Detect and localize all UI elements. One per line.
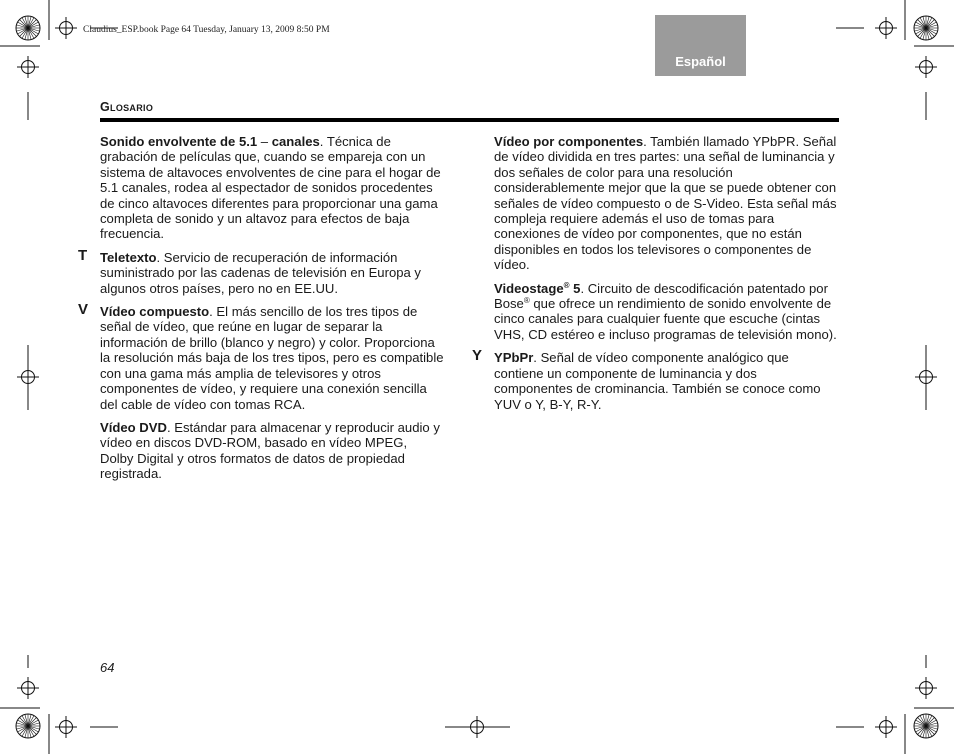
entry-text: . Técnica de grabación de películas que, cuando se empareja con un sistema de altavoces envolventes de cine para el hogar de 5.1 canales, rodea al espectador de sonidos procedentes de cinco altavoces diferentes para proporcionar una gama completa de sonido y un altavoz para efectos de baja frecuencia. [100,134,441,242]
entry-text: . Señal de vídeo componente analógico que contiene un componente de luminancia y dos componentes de crominancia. También se conoce como YUV o Y, B-Y, R-Y. [494,350,821,412]
entry-text: . Estándar para almacenar y reproducir audio y vídeo en discos DVD-ROM, basado en vídeo MPEG, Dolby Digital y otros formatos de datos de propiedad registrada. [100,419,440,482]
entry-term: Vídeo DVD [100,419,167,435]
glossary-entry-video-compuesto [78,301,444,412]
header-rule [100,118,839,122]
glossary-entry-video-componentes [494,134,839,273]
entry-term: Vídeo por componentes [494,134,644,149]
left-column [78,134,444,490]
registered-mark: ® [523,296,530,306]
section-letter-t: T [78,246,88,264]
entry-text: . El más sencillo de los tres tipos de señal de vídeo, que reúne en lugar de separar la información de brillo (blanco y negro) y color. Proporciona la resolución más baja de los tres tipos, pero es compatible con una gama más amplia de televisores y otros componentes de vídeo, y requiere una conexión sencilla del cable de vídeo con tomas RCA. [100,304,444,412]
entry-term: Videostage® 5 [494,280,581,296]
section-letter-y: Y [472,347,483,365]
page-number: 64 [100,660,115,675]
entry-term: Vídeo compuesto [100,304,210,320]
book-info: Claudius_ESP.book Page 64 Tuesday, January 13, 2009 8:50 PM [83,25,330,35]
entry-text-cont: que ofrece un rendimiento de sonido envolvente de cinco canales para cualquier fuente que escuche (cintas VHS, CD estéreo e incluso programas de televisión mono). [494,296,837,342]
glossary-entry-video-dvd [100,420,444,482]
entry-term-2: canales [271,134,320,149]
glossary-entry-ypbpr [472,347,839,412]
entry-term: YPbPr [494,350,534,366]
language-tab-label: Español [675,54,726,69]
section-letter-v: V [78,301,89,319]
right-column [472,134,839,420]
registered-mark: ® [563,280,570,290]
language-tab[interactable] [655,15,746,76]
entry-term: Teletexto [100,249,157,265]
glossary-entry-sonido: Sonido envolvente de 5.1 – canales. Técnica de grabación de películas que, cuando se empareja con un sistema de altavoces envolventes de cine para el hogar de 5.1 canales, rodea al espectador de sonidos procedentes de cinco altavoces diferentes para proporcionar una gama completa de sonido y un altavoz para efectos de baja frecuencia. [100,134,441,242]
entry-text: . También llamado YPbPR. Señal de vídeo dividida en tres partes: una señal de luminancia y dos señales de color para una resolución considerablemente mejor que la que se puede obtener con señales de vídeo compuesto o de S-Video. Esta señal más compleja requiere además el uso de tomas para conexiones de vídeo por componentes, que no están disponibles en todos los televisores o componentes de vídeo. [494,134,837,273]
section-title: Glosario [100,100,154,114]
entry-term: Sonido envolvente de 5.1 [100,134,258,149]
entry-text: . Servicio de recuperación de información suministrado por las cadenas de televisión en Europa y algunos otros países, pero no en EE.UU. [100,249,421,296]
glossary-entry-teletexto [78,246,444,296]
glossary-entry-videostage [494,281,839,343]
entry-text: . Circuito de descodificación patentado por Bose [494,280,828,312]
